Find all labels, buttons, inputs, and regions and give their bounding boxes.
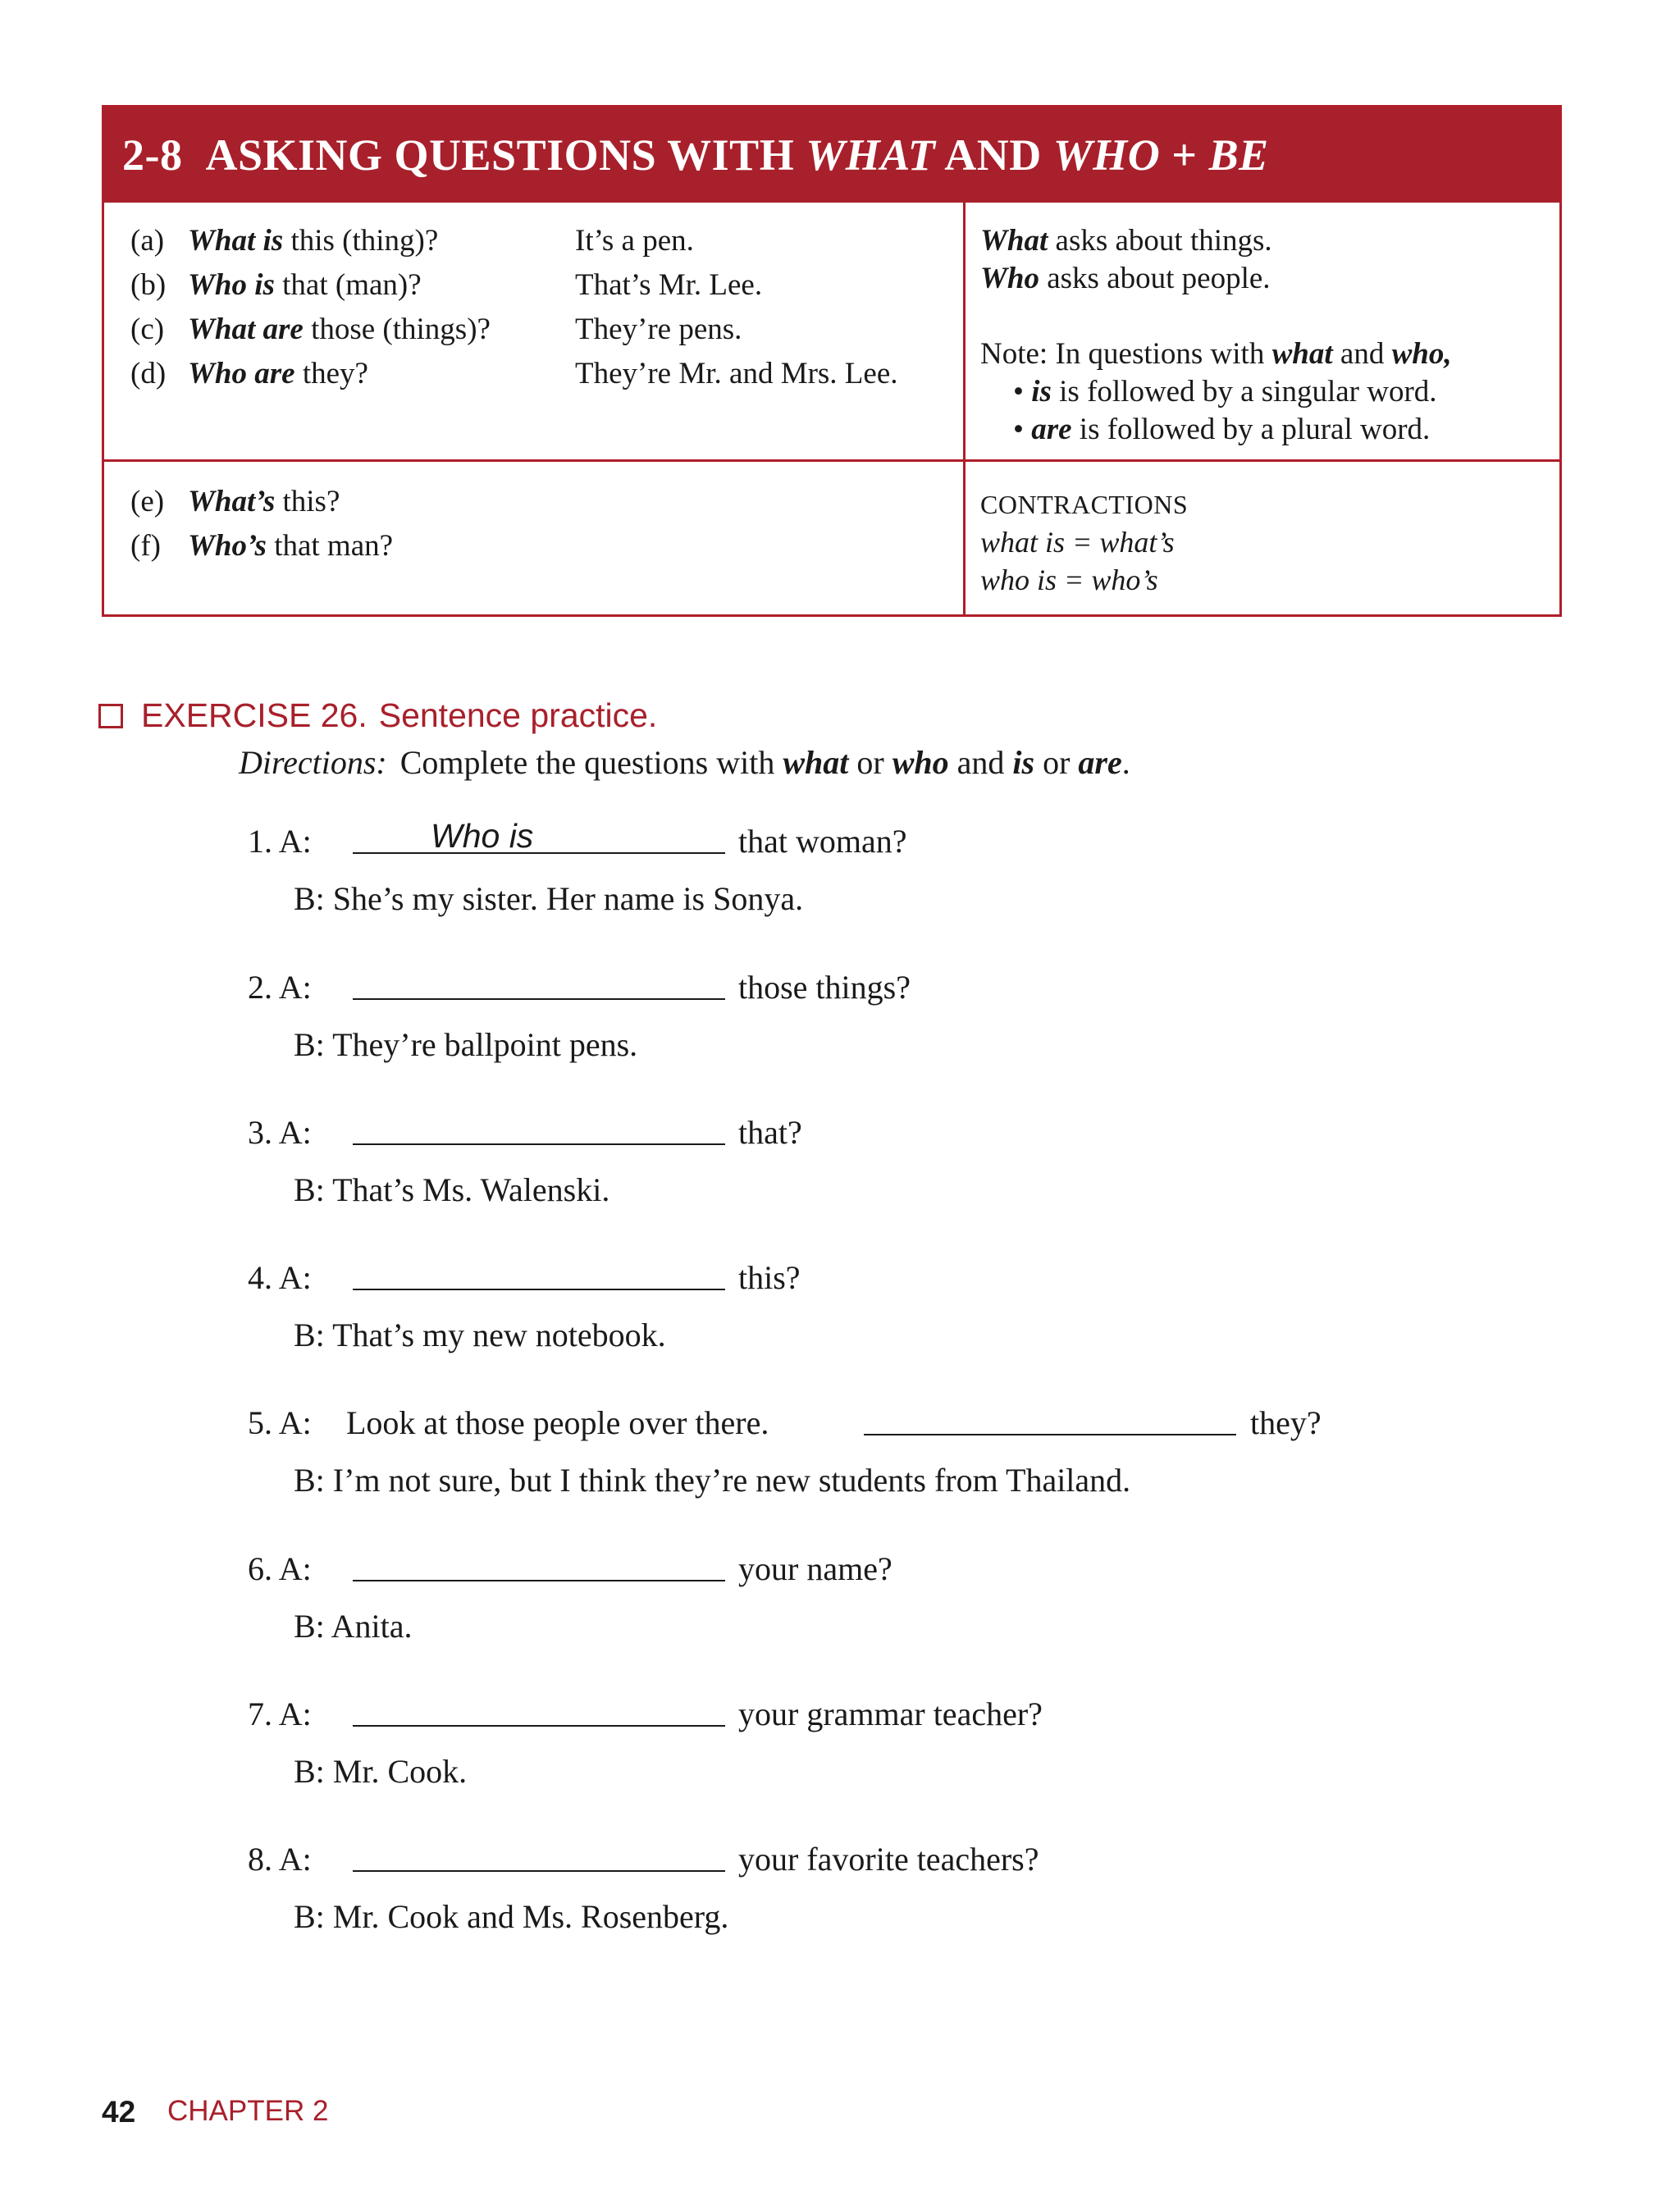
chart-number: 2-8 <box>122 130 183 180</box>
example-a-answer: It’s a pen. <box>575 224 694 258</box>
example-e: (e) What’s this? <box>130 485 340 518</box>
item-8-response: B: Mr. Cook and Ms. Rosenberg. <box>294 1898 729 1935</box>
item-6-blank[interactable] <box>353 1580 725 1581</box>
item-1-number: 1. A: <box>248 823 312 860</box>
chapter-label: CHAPTER 2 <box>167 2095 329 2127</box>
exercise-directions: Directions: Complete the questions with what or who and is or are. <box>239 744 1130 781</box>
example-d-answer: They’re Mr. and Mrs. Lee. <box>575 357 898 390</box>
item-4-blank[interactable] <box>353 1289 725 1290</box>
item-4-response: B: That’s my new notebook. <box>294 1317 666 1353</box>
explanation-bullet-are: • are is followed by a plural word. <box>1013 413 1431 446</box>
item-5-prompt: Look at those people over there. <box>346 1404 769 1441</box>
exercise-label: EXERCISE 26. <box>141 696 368 734</box>
item-7-response: B: Mr. Cook. <box>294 1753 468 1790</box>
item-1-answer: Who is <box>431 817 534 855</box>
item-6-response: B: Anita. <box>294 1608 413 1645</box>
example-c: (c) What are those (things)? <box>130 313 491 346</box>
chart-title: ASKING QUESTIONS WITH WHAT AND WHO + BE <box>205 130 1269 180</box>
item-7-blank[interactable] <box>353 1725 725 1727</box>
chart-row-divider <box>104 459 1559 462</box>
item-8-number: 8. A: <box>248 1841 312 1878</box>
chart-header <box>104 107 1559 203</box>
exercise-checkbox[interactable] <box>98 704 123 728</box>
item-7-after: your grammar teacher? <box>738 1695 1043 1732</box>
item-1-response: B: She’s my sister. Her name is Sonya. <box>294 880 804 917</box>
contraction-who: who is = who’s <box>980 564 1158 596</box>
item-2-after: those things? <box>738 969 911 1006</box>
item-8-blank[interactable] <box>353 1870 725 1872</box>
item-2-response: B: They’re ballpoint pens. <box>294 1026 638 1063</box>
explanation-what: What asks about things. <box>980 224 1272 258</box>
item-2-number: 2. A: <box>248 969 312 1006</box>
item-1-after: that woman? <box>738 823 907 860</box>
contractions-heading: CONTRACTIONS <box>980 490 1189 519</box>
example-b: (b) Who is that (man)? <box>130 268 422 302</box>
exercise-title: Sentence practice. <box>378 696 658 734</box>
item-1-blank[interactable] <box>353 852 725 854</box>
example-c-answer: They’re pens. <box>575 313 742 346</box>
item-3-number: 3. A: <box>248 1114 312 1151</box>
item-3-response: B: That’s Ms. Walenski. <box>294 1171 610 1208</box>
explanation-who: Who asks about people. <box>980 262 1271 295</box>
item-5-blank[interactable] <box>864 1434 1236 1435</box>
item-6-after: your name? <box>738 1550 892 1587</box>
chart-column-divider <box>963 203 966 617</box>
example-f: (f) Who’s that man? <box>130 529 394 563</box>
grammar-chart <box>102 105 1562 617</box>
item-8-after: your favorite teachers? <box>738 1841 1039 1878</box>
explanation-note: Note: In questions with what and who, <box>980 337 1452 371</box>
example-d: (d) Who are they? <box>130 357 368 390</box>
item-4-number: 4. A: <box>248 1259 312 1296</box>
explanation-bullet-is: • is is followed by a singular word. <box>1013 375 1437 408</box>
item-5-number: 5. A: <box>248 1404 312 1441</box>
exercise-heading <box>98 696 658 734</box>
item-7-number: 7. A: <box>248 1695 312 1732</box>
example-b-answer: That’s Mr. Lee. <box>575 268 763 302</box>
item-3-after: that? <box>738 1114 802 1151</box>
item-6-number: 6. A: <box>248 1550 312 1587</box>
example-a: (a) What is this (thing)? <box>130 224 439 258</box>
item-5-after: they? <box>1250 1404 1322 1441</box>
item-2-blank[interactable] <box>353 998 725 1000</box>
page-number: 42 <box>102 2095 136 2129</box>
item-3-blank[interactable] <box>353 1143 725 1145</box>
item-5-response: B: I’m not sure, but I think they’re new students from Thailand. <box>294 1462 1131 1499</box>
contraction-what: what is = what’s <box>980 526 1175 559</box>
item-4-after: this? <box>738 1259 801 1296</box>
